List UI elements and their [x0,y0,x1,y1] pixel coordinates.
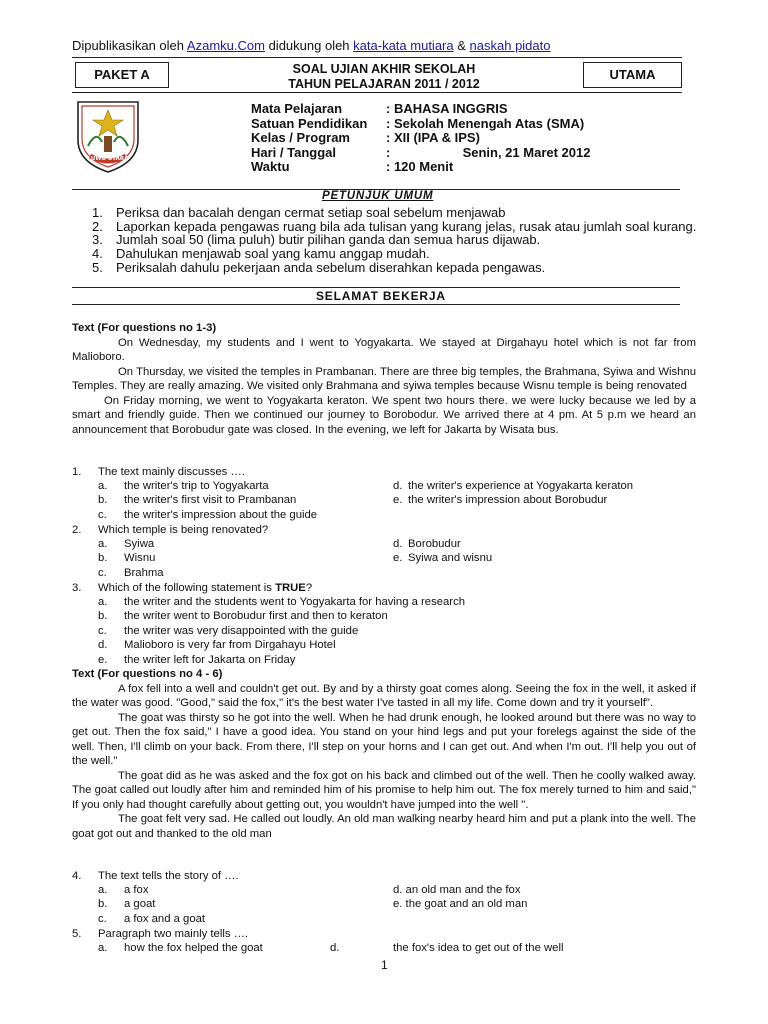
text2-paragraph: The goat felt very sad. He called out loudly. An old man walking nearby heard him and put a plank into the well. The goat got out and thanked to the old man [72,813,696,840]
list-item: 4. Dahulukan menjawab soal yang kamu anggap mudah. [92,246,430,262]
publisher-prefix: Dipublikasikan oleh [72,38,185,53]
text1-paragraph: On Thursday, we visited the temples in Prambanan. There are three big temples, the Brahmana, Syiwa and Wishnu Temples. They are really amazing. We visited only Brahmana and syiwa temples because Wisnu temple is being renovated [72,365,696,392]
luwu-utara-emblem-icon [72,96,144,174]
info-value: : 120 Menit [386,159,454,174]
instructions-list [92,206,698,275]
selamat-bekerja: SELAMAT BEKERJA [316,289,446,303]
list-item: 2. Laporkan kepada pengawas ruang bila ada tulisan yang kurang jelas, rusak atau jumlah soal kurang. [92,218,697,234]
utama-box: UTAMA [583,62,682,88]
exam-year: TAHUN PELAJARAN 2011 / 2012 [288,77,480,91]
info-label: Kelas / Program [251,130,350,145]
text2-block [72,667,696,841]
logo-text: LUWU UTARA [87,156,129,162]
azamku-link[interactable]: Azamku.Com [186,38,265,53]
option-5d-letter: d. [330,942,340,954]
list-item: 5. Periksalah dahulu pekerjaan anda sebelum diserahkan kepada pengawas. [92,259,546,275]
instructions-title: PETUNJUK UMUM [322,190,434,202]
text1-block [72,321,696,437]
text2-paragraph: The goat was thirsty so he got into the well. When he had drunk enough, he looked around but there was no way to get out. Then the fox said," I have a good idea. You stand on your hind legs and put your forelegs against the side of the well. Then, I'll climb on your back. From there, I'll step on your horns and I can get out. And when I'm out. I'll help you out of the well." [72,711,696,767]
kata-mutiara-link[interactable]: kata-kata mutiara [353,38,454,53]
publisher-line [72,38,550,53]
info-value: : Sekolah Menengah Atas (SMA) [386,115,585,131]
paket-box: PAKET A [75,62,169,88]
info-label: Hari / Tanggal [251,144,336,160]
text1-paragraph: On Wednesday, my students and I went to Yogyakarta. We stayed at Dirgahayu hotel which is not far from Malioboro. [72,336,696,363]
info-label: Waktu [251,159,290,174]
text2-paragraph: A fox fell into a well and couldn't get out. By and by a thirsty goat comes along. Seeing the fox in the well, it asked if the water was good. "Good," said the fox," it's the best water I've tasted in all my life. Come down and try it yourself". [72,682,696,709]
text1-paragraph: On Friday morning, we went to Yogyakarta keraton. We spent two hours there. we were lucky because we led by a smart and friendly guide. Then we continued our journey to Borobodur. We arrived there at 4 pm. At 5 p.m we heard an announcement that Borobudur gate was closed. In the evening, we left for Jakarta by Wisata bus. [72,394,696,436]
list-item: 3. Jumlah soal 50 (lima puluh) butir pilihan ganda dan semua harus dijawab. [92,232,541,248]
header-divider [72,92,682,93]
option-4d[interactable]: d. an old man and the fox [393,884,521,896]
exam-title: SOAL UJIAN AKHIR SEKOLAH [292,62,476,76]
instructions-divider [72,287,680,288]
publisher-amp: & [457,38,466,53]
option-4e[interactable]: e. the goat and an old man [393,898,528,910]
info-value: : BAHASA INGGRIS [386,101,508,116]
info-label: Satuan Pendidikan [251,115,368,131]
text2-paragraph: The goat did as he was asked and the fox got on his back and climbed out of the well. Then he coolly walked away. The goat called out loudly after him and reminded him of his promise to help him out. The fox merely turned to him and said," If you only had thought carefully about getting out, you wouldn't have jumped into the well ". [72,769,696,811]
text1-heading: Text (For questions no 1-3) [72,322,217,334]
info-value: : Senin, 21 Maret 2012 [386,144,591,160]
info-label: Mata Pelajaran [251,101,343,116]
info-value: : XII (IPA & IPS) [386,130,480,145]
naskah-pidato-link[interactable]: naskah pidato [469,38,551,53]
text2-heading: Text (For questions no 4 - 6) [72,668,223,680]
top-divider [72,57,682,58]
list-item: 1. Periksa dan bacalah dengan cermat setiap soal sebelum menjawab [92,205,506,220]
page-number: 1 [381,958,388,972]
closing-divider [72,304,680,305]
option-5d[interactable]: the fox's idea to get out of the well [393,942,564,954]
publisher-middle: didukung oleh [268,38,350,53]
